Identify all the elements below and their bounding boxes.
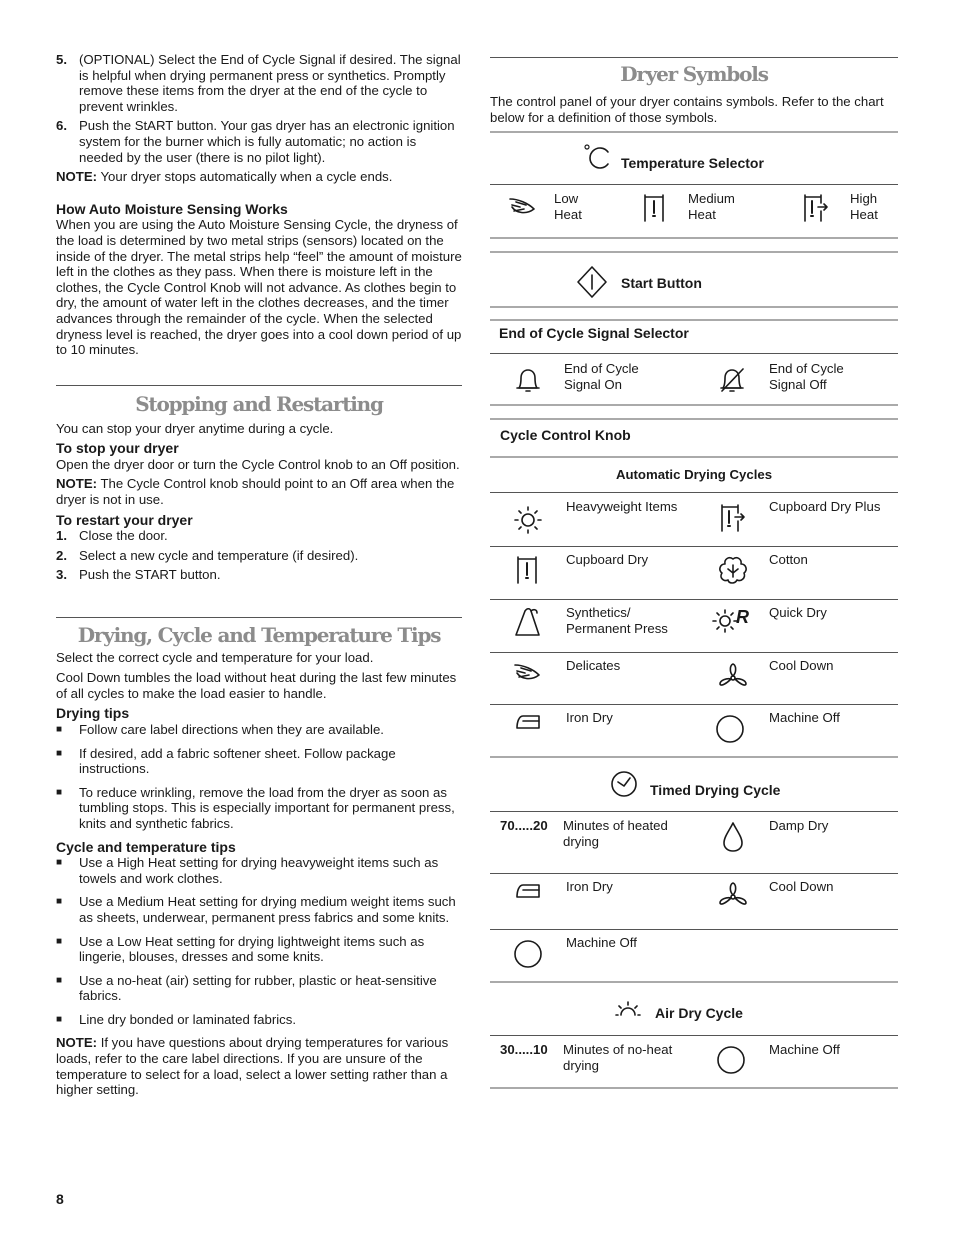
note-stops: NOTE: Your dryer stops automatically when a cycle ends. (56, 169, 393, 185)
sun-icon (513, 505, 543, 535)
start-button-icon (576, 265, 608, 299)
high-heat-icon (802, 193, 828, 223)
machine-off-label: Machine Off (769, 710, 840, 725)
cycle-tip: ■ Use a High Heat setting for drying heavyweight items such as towels and work clothes. (56, 855, 439, 886)
step-6: 6. Push the StART button. Your gas dryer has an electronic ignition system for the burner which is fully automatic; no action is needed by the user (there is no pilot light). (56, 118, 455, 165)
temperature-selector-icon (584, 144, 612, 170)
temperature-selector-label: Temperature Selector (621, 155, 764, 171)
machine-off-icon (716, 1045, 746, 1075)
cycle-tip: ■ Use a Medium Heat setting for drying medium weight items such as sheets, underwear, permanent press fabrics and some knits. (56, 894, 456, 925)
drying-tip: ■ If desired, add a fabric softener sheet. Follow package instructions. (56, 745, 396, 777)
air-dry-label: Air Dry Cycle (655, 1005, 743, 1021)
cycle-tip: ■ Line dry bonded or laminated fabrics. (56, 1011, 296, 1027)
table-border (490, 404, 898, 406)
cupboard-label: Cupboard Dry (566, 552, 649, 567)
table-border (490, 981, 898, 983)
cool-down-text: Cool Down tumbles the load without heat during the last few minutes of all cycles to make the load easier to handle. (56, 670, 457, 701)
iron-dry-label: Iron Dry (566, 710, 613, 725)
air-dry-icon (613, 1000, 643, 1020)
table-border (490, 319, 898, 321)
symbols-intro: The control panel of your dryer contains symbols. Refer to the chart below for a definition of those symbols. (490, 94, 884, 125)
stopping-title: Stopping and Restarting (135, 392, 383, 416)
tips-section (56, 623, 462, 1098)
divider (490, 492, 898, 493)
note-off: NOTE: The Cycle Control knob should point to an Off area when the dryer is not in use. (56, 476, 455, 507)
machine-off-label-3: Machine Off (769, 1042, 840, 1057)
timed-range: 70.....20 (500, 818, 548, 833)
cycle-tip: ■ Use a Low Heat setting for drying lightweight items such as lingerie, blouses, dresses and some knits. (56, 933, 425, 965)
heated-drying-label: Minutes of heated drying (563, 818, 668, 849)
high-heat-label: High Heat (850, 191, 878, 222)
quick-dry-r: R (736, 607, 749, 627)
cool-down-icon (718, 662, 748, 692)
ams-text: When you are using the Auto Moisture Sensing Cycle, the dryness of the load is determined by two metal strips (sensors) located on the inside of the dryer. The metal strips help “feel” the amount of moisture left in the clothes as they pass. When there is moisture left in the clothes, the Cycle Control Knob will not advance. As clothes begin to dry, the amount of water left in the clothes decreases, and the timer advances through the remainder of the cycle. When the selected dryness level is reached, the dryer goes into a cool down period of up to 10 minutes. (56, 217, 462, 358)
air-range: 30.....10 (500, 1042, 548, 1057)
table-border (490, 306, 898, 308)
eoc-off-label: End of Cycle Signal Off (769, 361, 844, 392)
drying-tip: ■ Follow care label directions when they are available. (56, 721, 384, 737)
divider (490, 184, 898, 185)
cycle-knob-label: Cycle Control Knob (500, 427, 631, 443)
iron-icon (513, 713, 543, 731)
cycle-tips-heading: Cycle and temperature tips (56, 838, 236, 855)
machine-off-icon (715, 714, 745, 744)
divider (490, 1035, 898, 1036)
restart-step-2: 2. Select a new cycle and temperature (if desired). (56, 547, 359, 563)
divider (490, 873, 898, 874)
restart-step-1: 1. Close the door. (56, 528, 168, 544)
quick-dry-icon (711, 607, 739, 635)
restart-heading: To restart your dryer (56, 511, 193, 528)
iron-dry-label-2: Iron Dry (566, 879, 613, 894)
bell-off-icon (718, 367, 746, 395)
divider (490, 546, 898, 547)
timed-drying-label: Timed Drying Cycle (650, 782, 781, 798)
divider (490, 811, 898, 812)
low-heat-icon (508, 195, 536, 217)
medium-heat-icon (642, 193, 666, 223)
bell-icon (514, 367, 542, 395)
low-heat-label: Low Heat (554, 191, 582, 222)
stop-intro: You can stop your dryer anytime during a cycle. (56, 420, 334, 436)
to-stop-heading: To stop your dryer (56, 440, 179, 457)
cycle-tip: ■ Use a no-heat (air) setting for rubber, plastic or heat-sensitive fabrics. (56, 972, 437, 1004)
cupboard-plus-label: Cupboard Dry Plus (769, 499, 881, 514)
noheat-drying-label: Minutes of no-heat drying (563, 1042, 673, 1073)
damp-dry-icon (721, 821, 745, 853)
table-border (490, 251, 898, 253)
restart-step-3: 3. Push the START button. (56, 567, 221, 583)
dryer-symbols-title: Dryer Symbols (620, 62, 768, 86)
eoc-selector-label: End of Cycle Signal Selector (499, 325, 689, 341)
divider (56, 617, 462, 618)
delicates-icon (513, 661, 541, 683)
divider (490, 353, 898, 354)
clock-icon (610, 770, 638, 798)
divider (490, 57, 898, 58)
heavyweight-label: Heavyweight Items (566, 499, 678, 514)
drying-tip: ■ To reduce wrinkling, remove the load from the dryer as soon as tumbling stops. This is especially important for permanent press, knits and synthetic fabrics. (56, 784, 455, 831)
iron-icon (513, 882, 543, 900)
synthetics-label: Synthetics/ Permanent Press (566, 605, 668, 636)
start-button-label: Start Button (621, 275, 702, 291)
to-stop-text: Open the dryer door or turn the Cycle Control knob to an Off position. (56, 456, 460, 472)
table-border (490, 1087, 898, 1089)
tips-title: Drying, Cycle and Temperature Tips (77, 623, 441, 647)
table-border (490, 456, 898, 458)
cool-down-icon (718, 881, 748, 911)
note-temperatures: NOTE: If you have questions about drying temperatures for various loads, refer to the care label directions. If you are unsure of the temperature to select for a load, select a lower setting rather than a higher setting. (56, 1035, 449, 1098)
divider (490, 652, 898, 653)
table-border (490, 418, 898, 420)
divider (490, 929, 898, 930)
table-border (490, 131, 898, 133)
cupboard-dry-plus-icon (719, 503, 747, 533)
cotton-icon (717, 555, 749, 585)
cool-down-label-2: Cool Down (769, 879, 834, 894)
synthetics-icon (513, 607, 543, 639)
delicates-label: Delicates (566, 658, 621, 673)
divider (56, 385, 462, 386)
stopping-section (56, 392, 462, 583)
quick-dry-label: Quick Dry (769, 605, 827, 620)
machine-off-icon (513, 939, 543, 969)
table-border (490, 237, 898, 239)
cool-down-label: Cool Down (769, 658, 834, 673)
divider (490, 599, 898, 600)
page-number: 8 (56, 1191, 64, 1207)
cupboard-dry-icon (515, 555, 539, 585)
divider (490, 704, 898, 705)
ams-heading: How Auto Moisture Sensing Works (56, 200, 288, 217)
tips-intro: Select the correct cycle and temperature for your load. (56, 649, 374, 665)
medium-heat-label: Medium Heat (688, 191, 735, 222)
drying-tips-heading: Drying tips (56, 705, 130, 722)
auto-cycles-heading: Automatic Drying Cycles (615, 467, 773, 482)
cotton-label: Cotton (769, 552, 808, 567)
table-border (490, 756, 898, 758)
eoc-on-label: End of Cycle Signal On (564, 361, 639, 392)
step-5: 5. (OPTIONAL) Select the End of Cycle Signal if desired. The signal is helpful when drying permanent press or synthetics. Promptly remove these items from the dryer at the end of the cycle to prevent wrinkles. (56, 52, 461, 114)
left-column (56, 52, 462, 358)
damp-dry-label: Damp Dry (769, 818, 829, 833)
machine-off-label-2: Machine Off (566, 935, 637, 950)
